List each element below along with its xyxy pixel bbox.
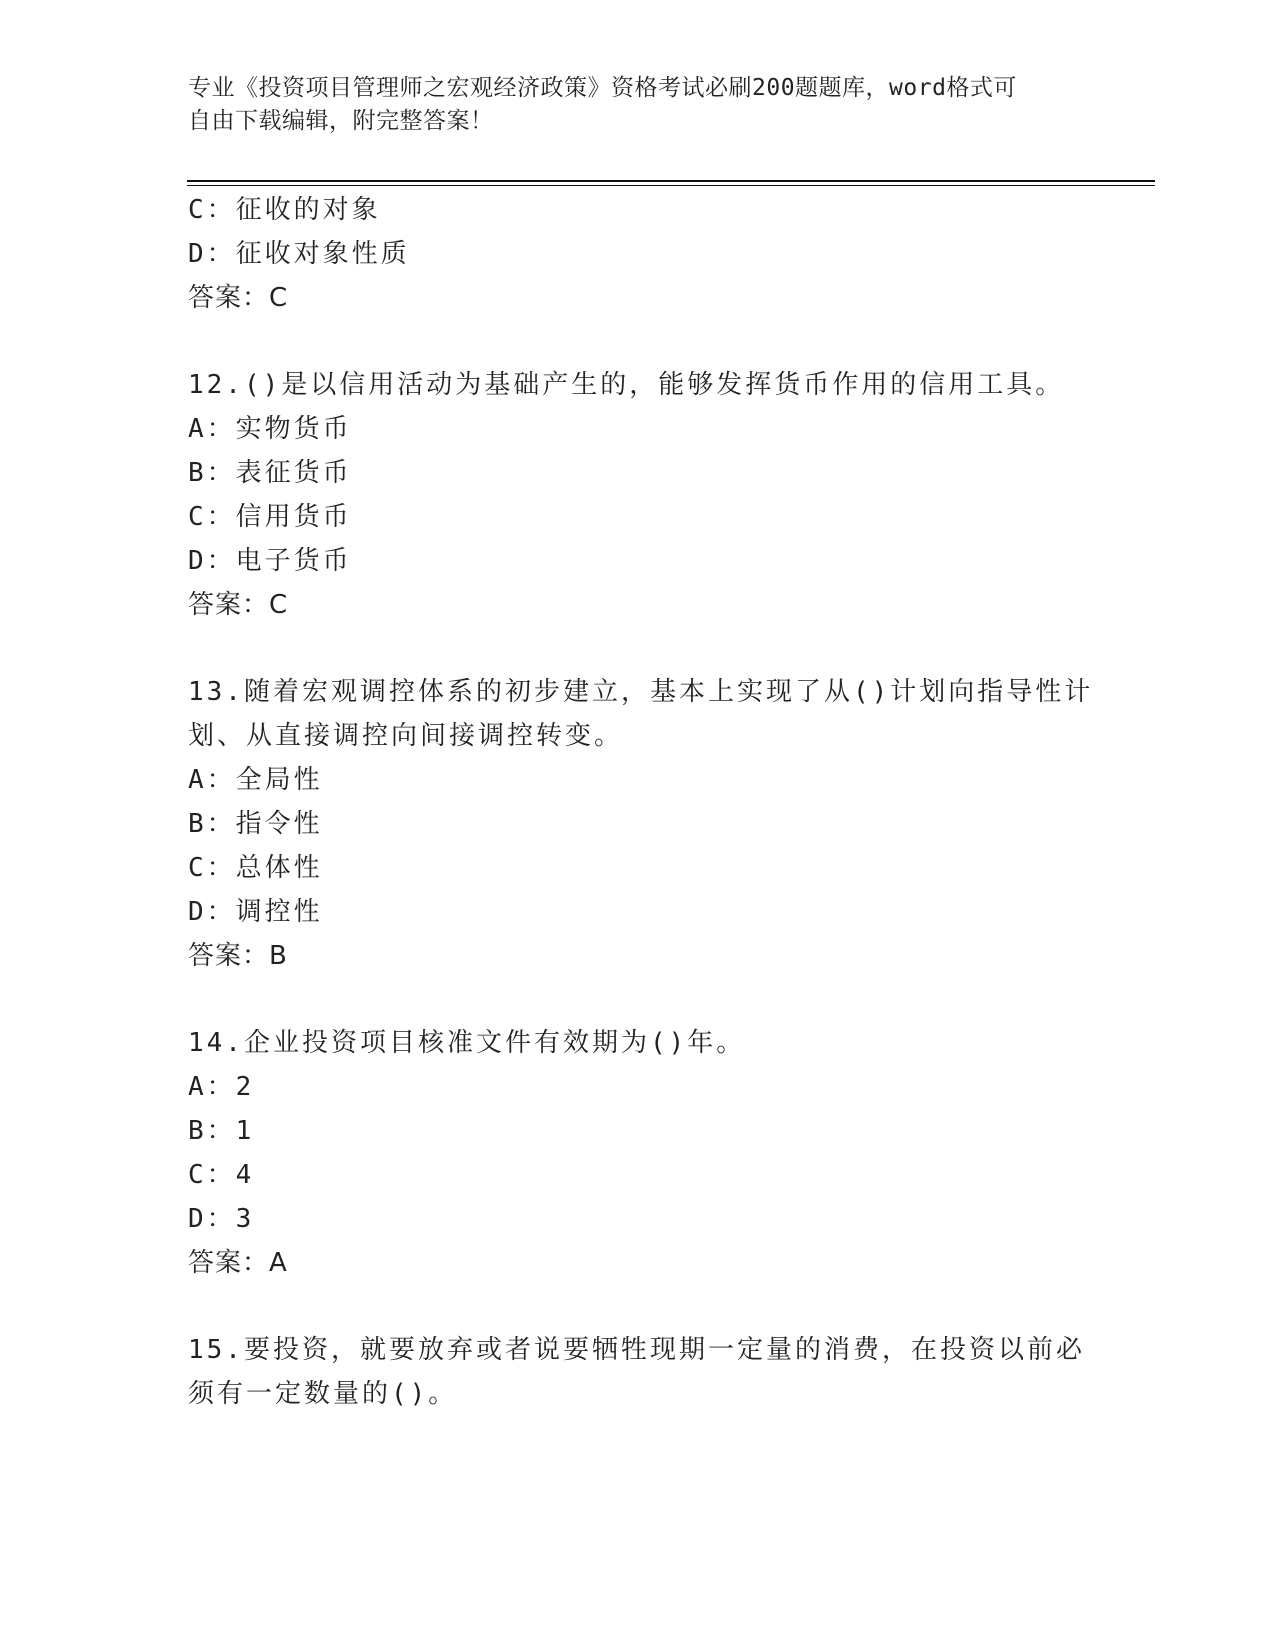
q14-answer: 答案：A: [188, 1248, 288, 1278]
q13-option-d: D：调控性: [188, 897, 323, 927]
q13-stem-line-2: 划、从直接调控向间接调控转变。: [188, 721, 624, 751]
q12-stem: 12.()是以信用活动为基础产生的，能够发挥货币作用的信用工具。: [188, 370, 1065, 400]
header-divider-thin: [187, 185, 1155, 186]
q15-stem-line-2: 须有一定数量的()。: [188, 1379, 458, 1409]
q12-option-a: A：实物货币: [188, 414, 352, 444]
q11-option-d: D：征收对象性质: [188, 239, 410, 269]
q13-stem-line-1: 13.随着宏观调控体系的初步建立，基本上实现了从()计划向指导性计: [188, 677, 1094, 707]
q13-option-a: A：全局性: [188, 765, 323, 795]
q12-option-c: C：信用货币: [188, 502, 352, 532]
q14-option-b: B：1: [188, 1116, 255, 1146]
q14-option-c: C：4: [188, 1160, 255, 1190]
q15-stem-line-1: 15.要投资，就要放弃或者说要牺牲现期一定量的消费，在投资以前必: [188, 1335, 1085, 1365]
q14-option-d: D：3: [188, 1204, 255, 1234]
header-line-2: 自由下载编辑，附完整答案！: [188, 108, 494, 134]
q13-answer: 答案：B: [188, 941, 288, 971]
q14-option-a: A：2: [188, 1072, 255, 1102]
q12-option-d: D：电子货币: [188, 546, 352, 576]
q12-option-b: B：表征货币: [188, 458, 352, 488]
q14-stem: 14.企业投资项目核准文件有效期为()年。: [188, 1028, 746, 1058]
header-divider-thick: [187, 180, 1155, 182]
document-header: [188, 72, 1088, 138]
q13-option-b: B：指令性: [188, 809, 323, 839]
q11-option-c: C：征收的对象: [188, 195, 381, 225]
header-line-1: 专业《投资项目管理师之宏观经济政策》资格考试必刷200题题库，word格式可: [188, 75, 1017, 101]
q13-option-c: C：总体性: [188, 853, 323, 883]
q12-answer: 答案：C: [188, 590, 289, 620]
q11-answer: 答案：C: [188, 283, 289, 313]
